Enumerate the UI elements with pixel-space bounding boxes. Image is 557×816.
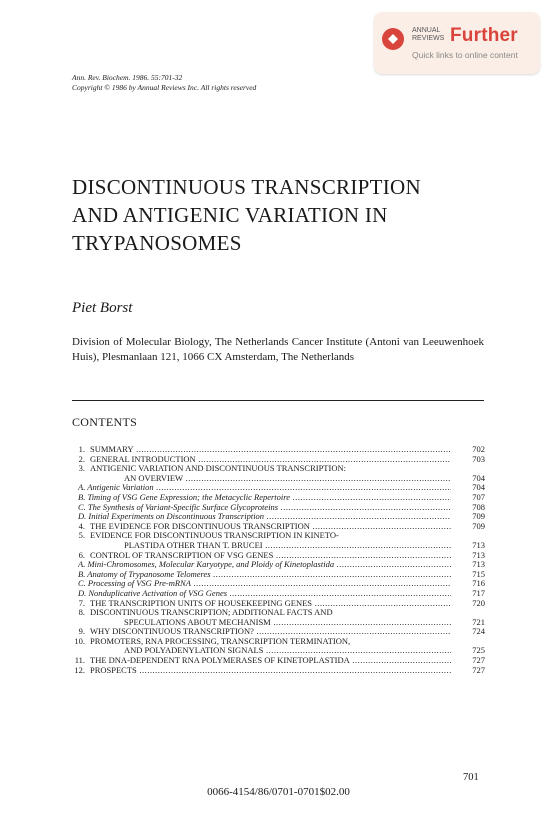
toc-entry[interactable] [72,455,485,465]
toc-entry-title: C. The Synthesis of Variant-Specific Surface Glycoproteins ..... [78,503,451,513]
toc-entry[interactable] [72,608,485,618]
toc-entry-title: ANTIGENIC VARIATION AND DISCONTINUOUS TRANSCRIPTION: [90,464,346,474]
toc-entry[interactable] [72,512,485,522]
toc-entry-title: SUMMARY ..... [90,445,451,455]
badge-publisher: ANNUAL REVIEWS [412,27,445,42]
toc-entry[interactable] [72,551,485,561]
toc-entry-page: 709 [472,520,485,531]
toc-entry[interactable] [72,589,485,599]
toc-entry-title: AND POLYADENYLATION SIGNALS ..... [124,646,451,656]
toc-entry-title: THE EVIDENCE FOR DISCONTINUOUS TRANSCRIPTION ..... [90,522,451,532]
section-divider [72,400,484,401]
annual-reviews-logo-icon [382,28,404,50]
journal-citation: Ann. Rev. Biochem. 1986. 55:701-32 Copyright © 1986 by Annual Reviews Inc. All rights reserved [72,73,257,92]
toc-entry-number: 10. [74,635,85,646]
toc-entry[interactable] [72,646,485,656]
toc-entry-number: 11. [74,655,85,666]
toc-entry[interactable] [72,541,485,551]
toc-entry[interactable] [72,464,485,474]
toc-entry-title: C. Processing of VSG Pre-mRNA ..... [78,579,451,589]
toc-entry-number: 5. [78,530,85,541]
toc-entry-title: SPECULATIONS ABOUT MECHANISM ..... [124,618,451,628]
toc-entry-page: 727 [472,655,485,666]
toc-entry-page: 703 [472,453,485,464]
page-number: 701 [463,772,479,783]
toc-entry-title: PROSPECTS ..... [90,666,451,676]
toc-entry[interactable] [72,570,485,580]
toc-entry[interactable] [72,445,485,455]
toc-entry[interactable] [72,656,485,666]
toc-entry[interactable] [72,560,485,570]
toc-entry-title: A. Mini-Chromosomes, Molecular Karyotype, and Ploidy of Kinetoplastida ..... [78,560,451,570]
badge-subtitle: Quick links to online content [412,50,518,60]
toc-entry-title: AN OVERVIEW ..... [124,474,451,484]
badge-further-label: Further [450,25,518,46]
toc-entry[interactable] [72,637,485,647]
toc-entry[interactable] [72,627,485,637]
author-affiliation: Division of Molecular Biology, The Netherlands Cancer Institute (Antoni van Leeuwenhoek Huis), Plesmanlaan 121, 1066 CX Amsterdam, The Netherlands [72,336,484,363]
toc-entry-title: DISCONTINUOUS TRANSCRIPTION; ADDITIONAL FACTS AND [90,608,333,618]
toc-entry-number: 1. [78,444,85,454]
toc-entry-page: 713 [472,539,485,550]
toc-entry-page: 702 [472,444,485,454]
toc-entry-number: 8. [78,607,85,618]
toc-entry-number: 3. [78,463,85,474]
toc-entry-page: 721 [472,616,485,627]
toc-entry-page: 713 [472,559,485,570]
toc-entry[interactable] [72,579,485,589]
toc-entry-page: 716 [472,578,485,589]
contents-heading: CONTENTS [72,415,138,429]
article-title: DISCONTINUOUS TRANSCRIPTION AND ANTIGENIC VARIATION IN TRYPANOSOMES [72,175,421,255]
further-badge[interactable] [374,12,540,74]
toc-entry-number: 6. [78,549,85,560]
toc-entry-page: 709 [472,511,485,522]
toc-entry-title: CONTROL OF TRANSCRIPTION OF VSG GENES ..... [90,551,451,561]
toc-entry-page: 704 [472,482,485,493]
toc-entry-title: B. Anatomy of Trypanosome Telomeres ..... [78,570,451,580]
toc-entry-title: D. Nonduplicative Activation of VSG Genes ..... [78,589,451,599]
toc-entry-page: 715 [472,568,485,579]
table-of-contents [72,445,485,675]
toc-entry-number: 12. [74,664,85,675]
toc-entry-page: 717 [472,587,485,598]
toc-entry-page: 704 [472,472,485,483]
toc-entry[interactable] [72,493,485,503]
toc-entry-title: EVIDENCE FOR DISCONTINUOUS TRANSCRIPTION IN KINETO- [90,531,339,541]
toc-entry-page: 725 [472,645,485,656]
toc-entry-page: 720 [472,597,485,608]
toc-entry-number: 7. [78,597,85,608]
toc-entry[interactable] [72,599,485,609]
toc-entry-page: 708 [472,501,485,512]
toc-entry-title: THE DNA-DEPENDENT RNA POLYMERASES OF KINETOPLASTIDA ..... [90,656,451,666]
author-name: Piet Borst [72,300,133,316]
toc-entry[interactable] [72,531,485,541]
toc-entry-title: A. Antigenic Variation ..... [78,483,451,493]
toc-entry-title: THE TRANSCRIPTION UNITS OF HOUSEKEEPING GENES ..... [90,599,451,609]
toc-entry-title: D. Initial Experiments on Discontinuous Transcription ..... [78,512,451,522]
toc-entry-page: 727 [472,664,485,675]
toc-entry[interactable] [72,483,485,493]
toc-entry[interactable] [72,666,485,676]
toc-entry-page: 707 [472,491,485,502]
toc-entry-page: 713 [472,549,485,560]
toc-entry[interactable] [72,618,485,628]
footer-code: 0066-4154/86/0701-0701$02.00 [207,786,350,798]
toc-entry-title: B. Timing of VSG Gene Expression; the Metacyclic Repertoire ..... [78,493,451,503]
toc-entry-page: 724 [472,626,485,637]
toc-entry-title: PLASTIDA OTHER THAN T. BRUCEI ..... [124,541,451,551]
toc-entry-number: 4. [78,520,85,531]
toc-entry[interactable] [72,474,485,484]
toc-entry[interactable] [72,503,485,513]
toc-entry-title: GENERAL INTRODUCTION ..... [90,455,451,465]
toc-entry-number: 2. [78,453,85,464]
toc-entry-title: WHY DISCONTINUOUS TRANSCRIPTION? ..... [90,627,451,637]
toc-entry[interactable] [72,522,485,532]
toc-entry-number: 9. [78,626,85,637]
toc-entry-title: PROMOTERS, RNA PROCESSING, TRANSCRIPTION TERMINATION, [90,636,351,646]
